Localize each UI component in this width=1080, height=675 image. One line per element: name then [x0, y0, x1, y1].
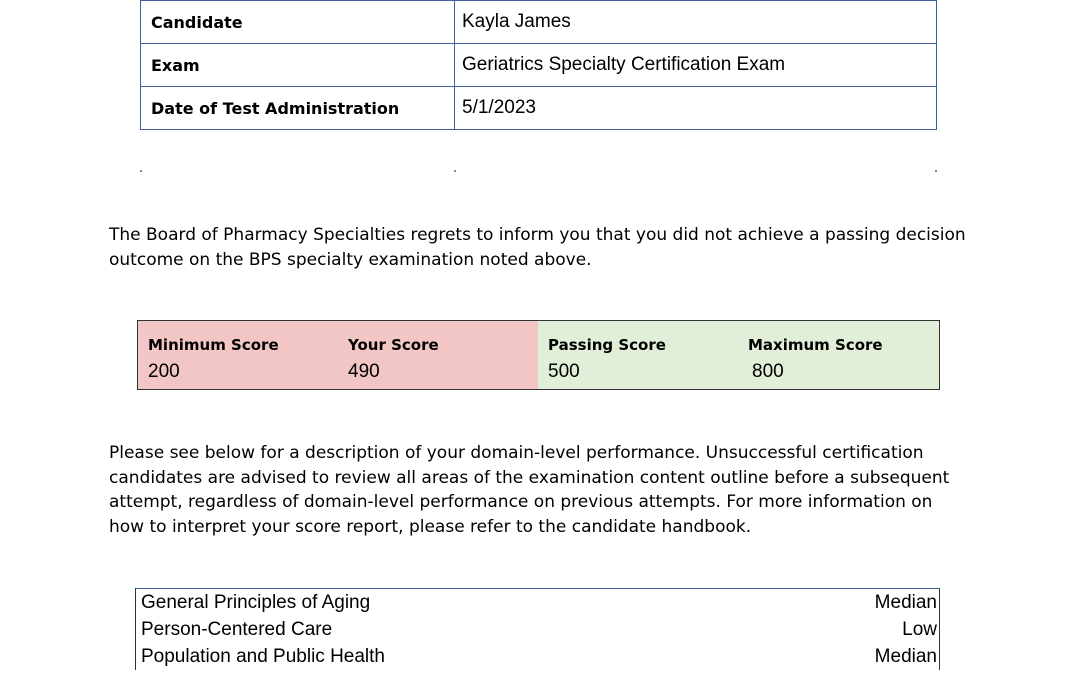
- passing-score-cell: [538, 321, 738, 389]
- passing-score-value: 500: [548, 361, 580, 382]
- domain-paragraph: Please see below for a description of your domain-level performance. Unsuccessful certification candidates are advised to review all areas of the examination content outline before a subsequent attempt, regardless of domain-level performance on previous attempts. For more information on how to interpret your score report, please refer to the candidate handbook.: [109, 443, 950, 537]
- domain-name: General Principles of Aging: [141, 591, 371, 613]
- domain-performance-table: [135, 588, 940, 670]
- candidate-row: [141, 1, 937, 44]
- maximum-score-label: Maximum Score: [748, 336, 883, 354]
- score-summary: [137, 320, 940, 390]
- passing-score-label: Passing Score: [548, 336, 666, 354]
- exam-label: Exam: [141, 44, 455, 87]
- maximum-score-value: 800: [752, 361, 784, 382]
- your-score-value: 490: [348, 361, 380, 382]
- intro-paragraph: The Board of Pharmacy Specialties regrets to inform you that you did not achieve a passing decision outcome on the BPS specialty examination noted above.: [109, 225, 966, 270]
- date-label: Date of Test Administration: [141, 87, 455, 130]
- candidate-label: Candidate: [141, 1, 455, 44]
- exam-value: Geriatrics Specialty Certification Exam: [455, 44, 937, 87]
- divider-dot: [454, 170, 456, 172]
- domain-row: [136, 643, 939, 670]
- your-score-cell: [338, 321, 538, 389]
- candidate-info-table: [140, 0, 937, 130]
- maximum-score-cell: [738, 321, 939, 389]
- candidate-value: Kayla James: [455, 1, 937, 44]
- domain-level: Low: [902, 618, 937, 640]
- domain-level: Median: [874, 645, 937, 667]
- domain-name: Person-Centered Care: [141, 618, 333, 640]
- minimum-score-cell: [138, 321, 338, 389]
- exam-row: [141, 44, 937, 87]
- date-row: [141, 87, 937, 130]
- date-value: 5/1/2023: [455, 87, 937, 130]
- divider-dot: [140, 170, 142, 172]
- divider-dot: [935, 170, 937, 172]
- your-score-label: Your Score: [348, 336, 439, 354]
- minimum-score-value: 200: [148, 361, 180, 382]
- domain-row: [136, 616, 939, 643]
- domain-row: [136, 589, 939, 616]
- minimum-score-label: Minimum Score: [148, 336, 279, 354]
- domain-name: Population and Public Health: [141, 645, 386, 667]
- domain-level: Median: [874, 591, 937, 613]
